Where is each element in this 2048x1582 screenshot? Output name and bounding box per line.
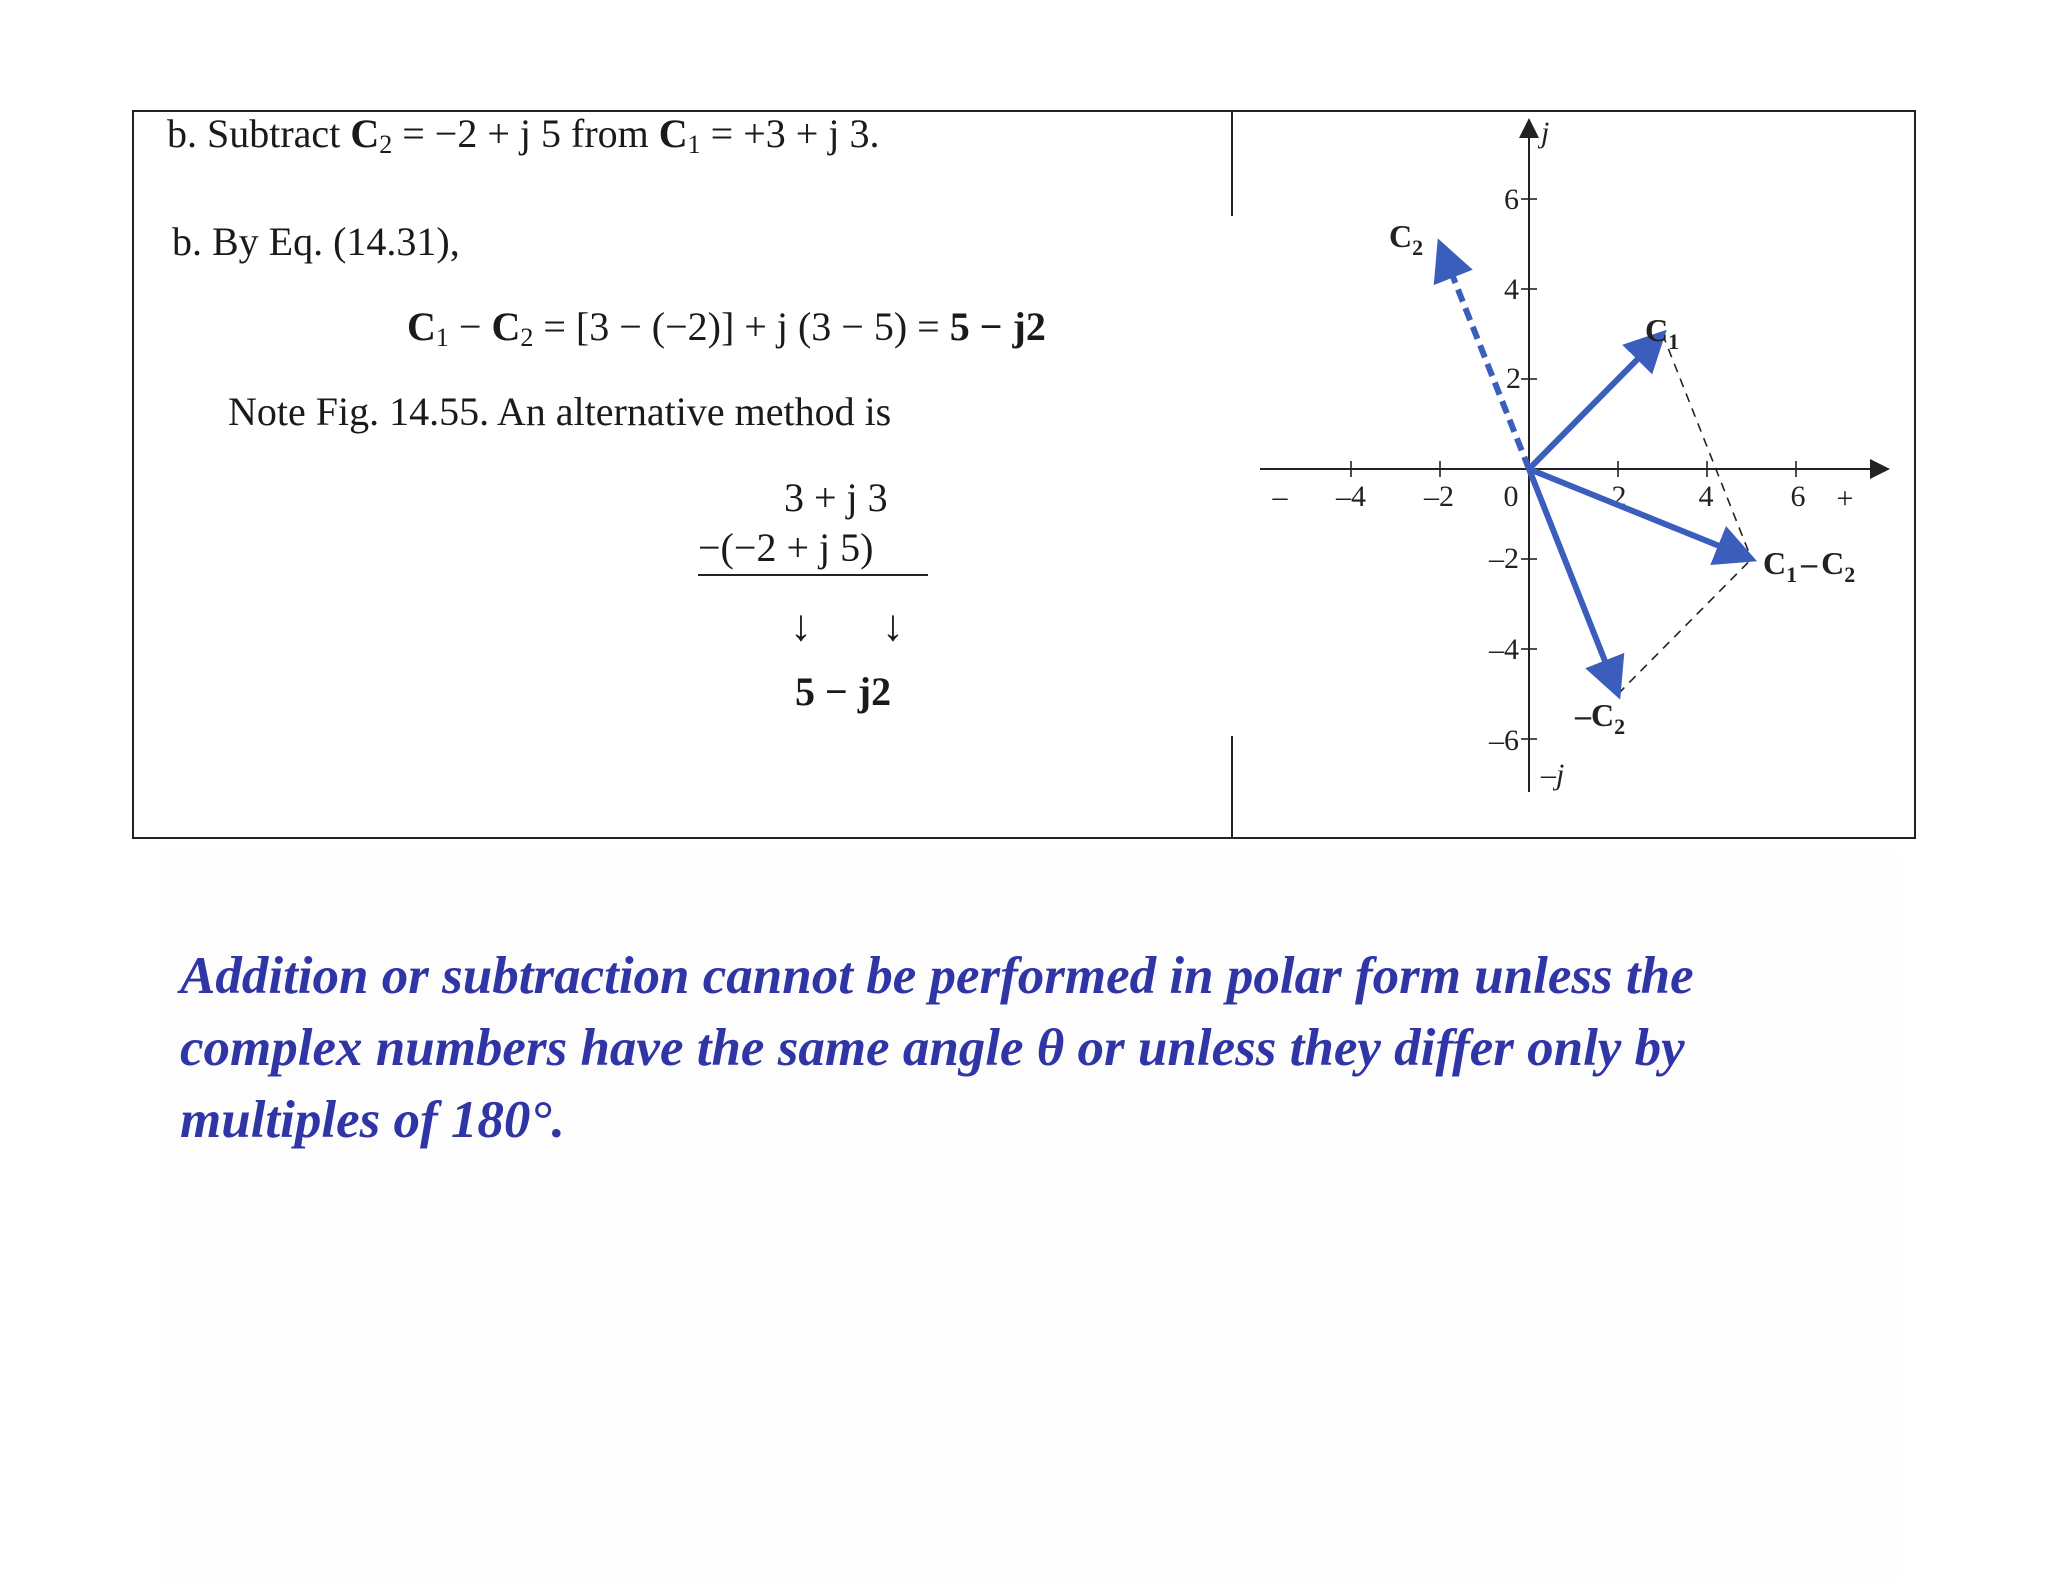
c1-subscript: 1 [687,130,701,159]
y-tick-label-neg2: –2 [1489,542,1519,575]
x-tick-label-2: 2 [1611,480,1627,513]
alt-down-arrow-1: ↓ [790,601,812,650]
x-axis-plus-sign: + [1836,482,1854,515]
vector-c1 [1529,334,1663,469]
eq-result: 5 − j2 [949,304,1046,349]
x-tick-label-neg4: –4 [1336,480,1366,513]
c2-symbol: C [350,111,380,156]
alt-line-1: 3 + j 3 [784,475,888,520]
alt-underline [698,574,928,576]
x-tick-label-6: 6 [1790,480,1806,513]
j-axis-label: j [1541,116,1550,149]
eq-c2-sub: 2 [520,323,534,352]
phasor-diagram [1233,112,1916,837]
x-tick-label-4: 4 [1698,480,1714,513]
x-tick-label-0: 0 [1503,480,1519,513]
neg-j-axis-label: –j [1541,758,1565,791]
construction-line-neg-c2-to-difference [1618,559,1752,694]
x-axis-minus-sign: – [1272,480,1288,513]
c2-subscript: 2 [379,130,393,159]
alt-result: 5 − j2 [795,669,892,714]
from-word: from [571,111,649,156]
note-line-3: multiples of 180°. [180,1091,565,1149]
c1-symbol: C [658,111,688,156]
c1-value: = +3 + j 3. [710,111,880,156]
main-equation [407,304,1046,352]
y-tick-label-neg6: –6 [1489,724,1519,757]
note-line-2: complex numbers have the same angle θ or unless they differ only by [180,1019,1685,1077]
eq-c2: C [491,304,521,349]
item-label: b. [167,111,197,156]
eq-c1: C [407,304,436,349]
polar-form-note [180,940,1920,1156]
alternative-note: Note Fig. 14.55. An alternative method is [228,389,892,434]
label-c2: $C_2$ [1389,218,1424,260]
y-tick-label-4: 4 [1504,273,1519,306]
y-tick-label-neg4: –4 [1489,633,1519,666]
eq-c1-sub: 1 [435,323,449,352]
statement-prefix: Subtract [207,111,341,156]
label-c1: $C_1$ [1645,312,1680,354]
solution-intro [172,219,460,264]
y-tick-label-6: 6 [1504,183,1519,216]
c2-value: = −2 + j 5 [402,111,561,156]
x-tick-label-neg2: –2 [1424,480,1454,513]
label-c1-minus-c2: $C_1 - C_2$ [1763,545,1856,587]
y-tick-label-2: 2 [1506,362,1521,395]
solution-label: b. [172,219,202,264]
alt-down-arrow-2: ↓ [882,601,904,650]
note-line-1: Addition or subtraction cannot be performed in polar form unless the [180,947,1694,1005]
eq-expansion: = [3 − (−2)] + j (3 − 5) = [543,304,940,349]
problem-statement [167,111,880,159]
eq-minus: − [458,304,482,349]
alt-line-2: −(−2 + j 5) [698,525,874,570]
label-neg-c2: $-C_2$ [1575,697,1626,739]
solution-intro-text: By Eq. (14.31), [212,219,460,264]
